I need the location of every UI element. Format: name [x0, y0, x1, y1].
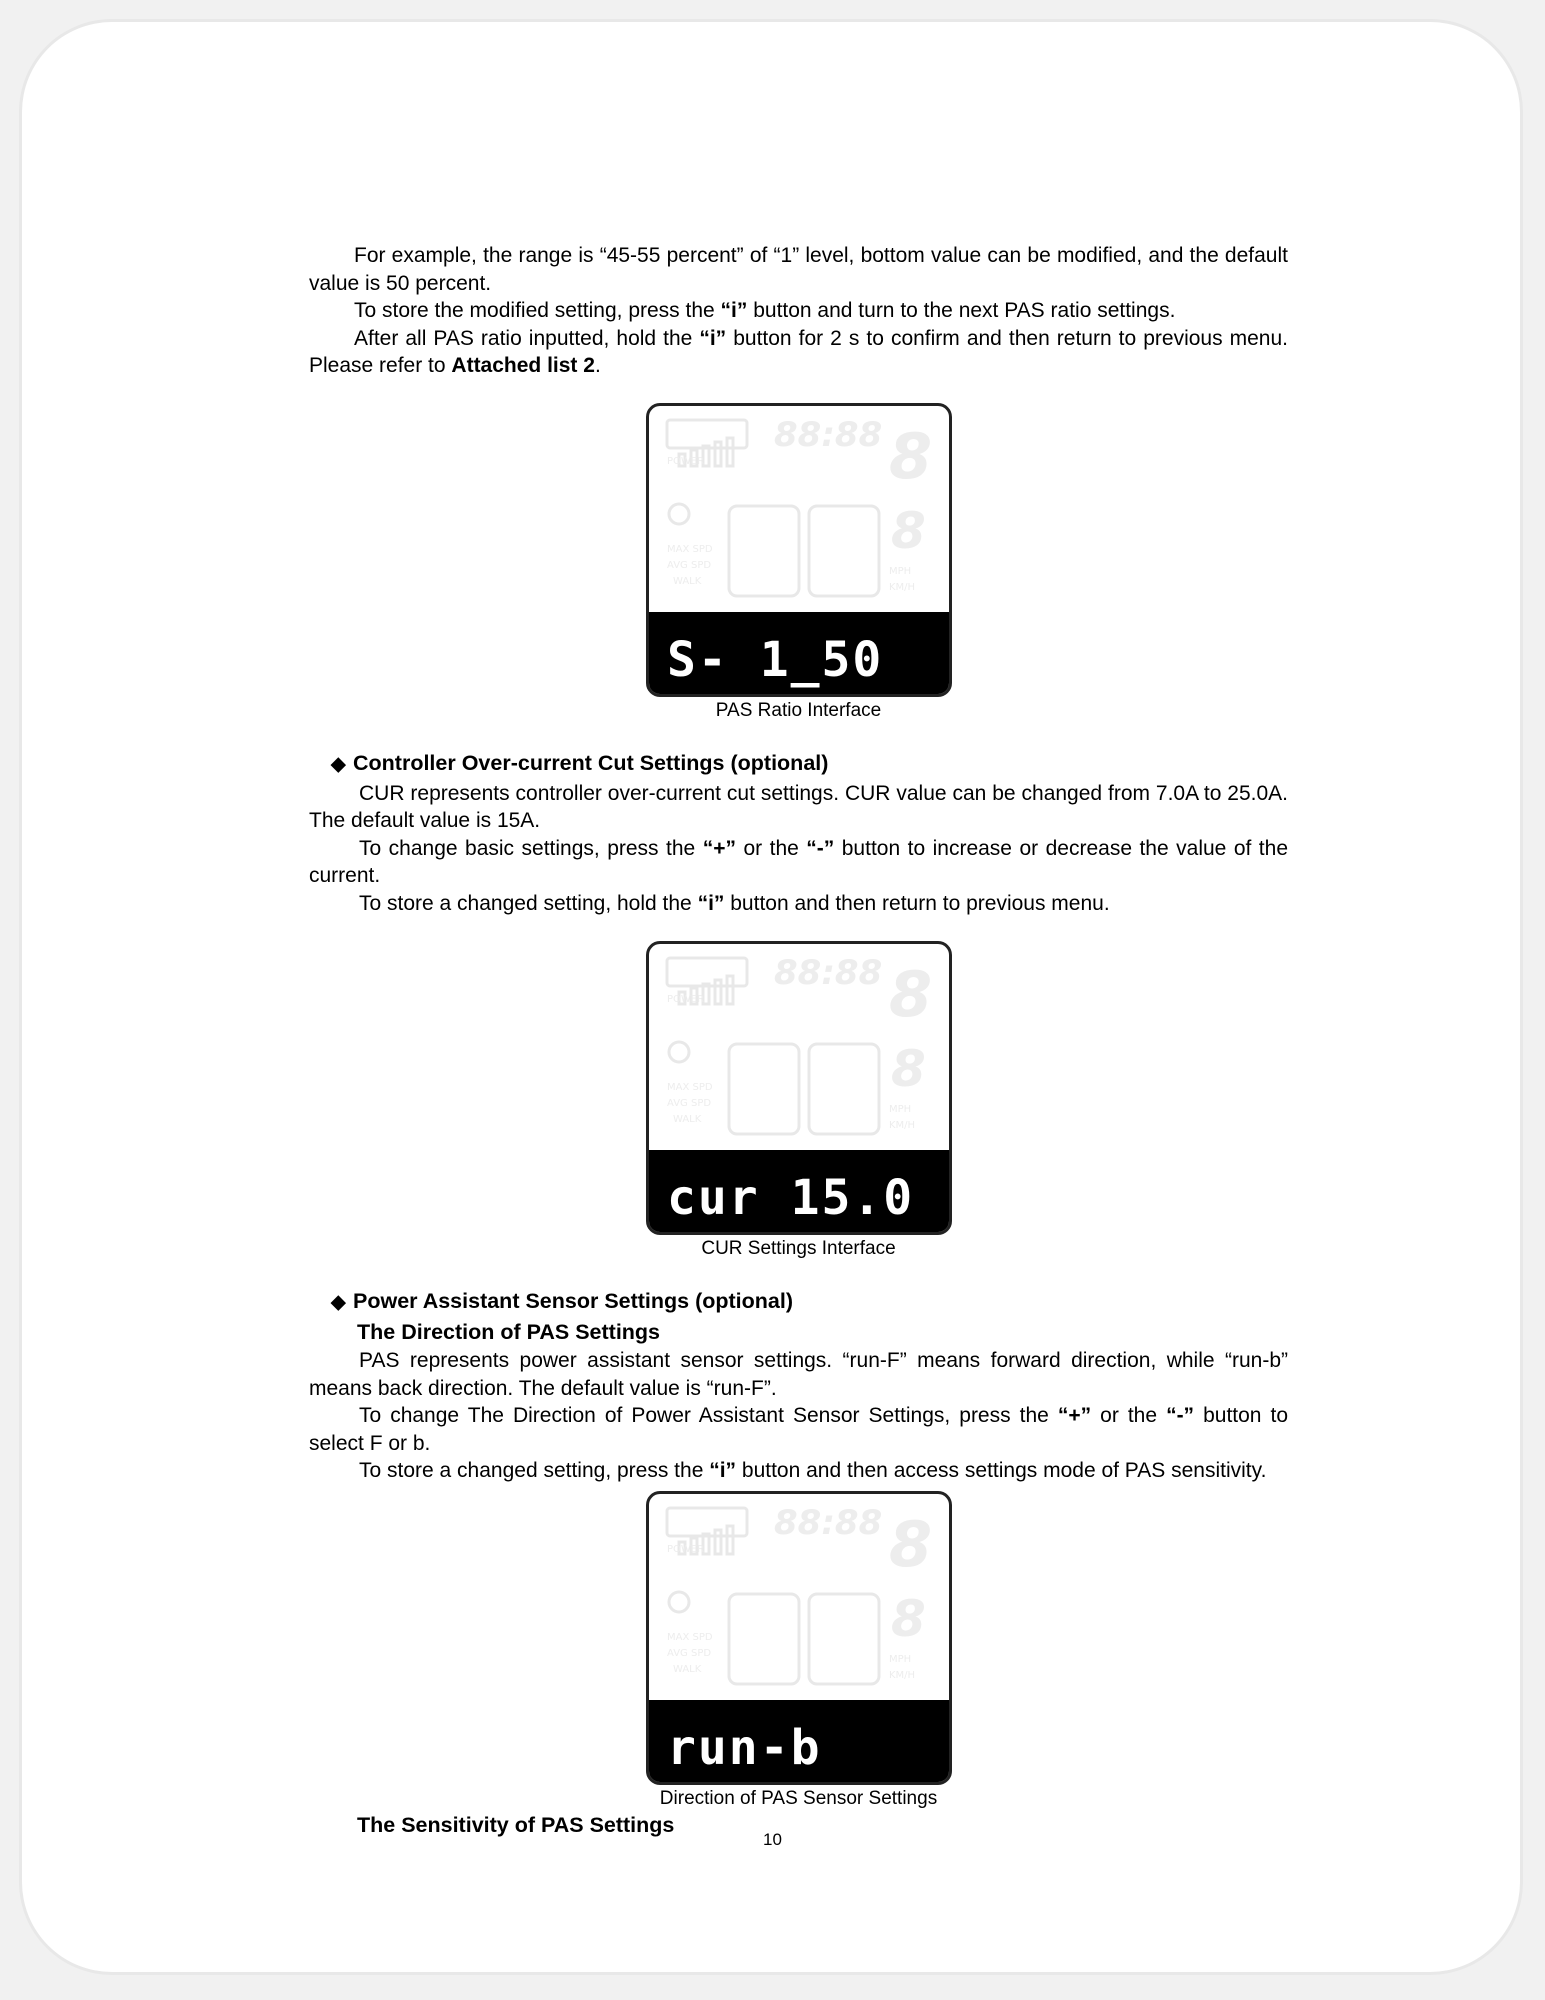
- intro-paragraph-1: For example, the range is “45-55 percent” of “1” level, bottom value can be modified, and the default value is 50 percent.: [309, 244, 1288, 295]
- lcd-screen-graphic: [649, 406, 949, 694]
- cur-section-heading: ◆ Controller Over-current Cut Settings (optional): [309, 748, 1288, 780]
- svg-text:8: 8: [890, 501, 926, 560]
- pas-section-heading: ◆ Power Assistant Sensor Settings (optional): [309, 1286, 1288, 1318]
- lcd-readout: S- 1_50: [666, 631, 883, 688]
- svg-text:AVG SPD: AVG SPD: [666, 1098, 711, 1109]
- diamond-bullet-icon: ◆: [331, 1292, 346, 1313]
- svg-text:8: 8: [890, 1040, 926, 1098]
- cur-paragraph-3: To store a changed setting, hold the “i” button and then return to previous menu.: [359, 891, 1110, 915]
- pas-paragraph-1: PAS represents power assistant sensor settings. “run-F” means forward direction, while “run-b” means back direction. The default value is “run-F”.: [309, 1349, 1288, 1400]
- figure-caption: Direction of PAS Sensor Settings: [659, 1787, 938, 1809]
- svg-text:AVG SPD: AVG SPD: [666, 1647, 711, 1659]
- intro-paragraph-2: To store the modified setting, press the “i” button and turn to the next PAS ratio settings.: [354, 299, 1176, 322]
- figure-caption: CUR Settings Interface: [701, 1238, 896, 1259]
- figure-pas-ratio: [309, 403, 1288, 723]
- svg-text:MPH: MPH: [888, 1653, 911, 1665]
- svg-text:88:88: 88:88: [773, 1502, 882, 1543]
- cur-paragraph-1: CUR represents controller over-current cut settings. CUR value can be changed from 7.0A to 25.0A. The default value is 15A.: [309, 781, 1288, 832]
- svg-text:MPH: MPH: [888, 1104, 911, 1115]
- svg-text:KM/H: KM/H: [888, 1669, 915, 1681]
- svg-text:WALK: WALK: [672, 1663, 701, 1675]
- figure-caption: PAS Ratio Interface: [715, 699, 882, 721]
- cur-paragraph-2: To change basic settings, press the “+” or the “-” button to increase or decrease the value of the current.: [309, 836, 1289, 887]
- diamond-bullet-icon: ◆: [331, 753, 346, 775]
- document-page: [22, 22, 1520, 1972]
- svg-text:8: 8: [890, 1589, 926, 1648]
- page-number: 10: [763, 1830, 782, 1849]
- lcd-display: [646, 1491, 952, 1785]
- figure-pas-direction: [309, 1491, 1288, 1811]
- intro-paragraph-3: After all PAS ratio inputted, hold the “i” button for 2 s to confirm and then return to previous menu. Please refer to Attached list 2.: [309, 326, 1288, 377]
- pas-sensitivity-subheading: The Sensitivity of PAS Settings: [357, 1812, 675, 1837]
- svg-text:MAX SPD: MAX SPD: [666, 1631, 713, 1643]
- lcd-readout: cur 15.0: [666, 1170, 914, 1226]
- figure-cur-settings: [309, 941, 1288, 1261]
- svg-text:KM/H: KM/H: [888, 1120, 915, 1131]
- svg-text:MAX SPD: MAX SPD: [666, 1082, 713, 1093]
- svg-text:8: 8: [888, 958, 932, 1031]
- svg-text:8: 8: [888, 419, 932, 493]
- lcd-screen-graphic: [649, 1494, 949, 1782]
- svg-text:WALK: WALK: [672, 1114, 701, 1125]
- svg-text:MPH: MPH: [888, 565, 911, 577]
- page-content: [309, 242, 1288, 1840]
- svg-text:8: 8: [888, 1507, 932, 1581]
- lcd-display: [646, 941, 952, 1235]
- svg-text:KM/H: KM/H: [888, 581, 915, 593]
- lcd-display: [646, 403, 952, 697]
- svg-text:88:88: 88:88: [773, 953, 882, 993]
- svg-text:MAX SPD: MAX SPD: [666, 543, 713, 555]
- svg-text:POWER: POWER: [666, 1543, 704, 1555]
- lcd-screen-graphic: [649, 944, 949, 1232]
- svg-text:AVG SPD: AVG SPD: [666, 559, 711, 571]
- svg-text:88:88: 88:88: [773, 414, 882, 455]
- svg-text:WALK: WALK: [672, 575, 701, 587]
- pas-paragraph-2: To change The Direction of Power Assistant Sensor Settings, press the “+” or the “-” button to select F or b.: [309, 1404, 1289, 1455]
- svg-text:POWER: POWER: [666, 455, 704, 467]
- lcd-readout: run-b: [666, 1719, 821, 1776]
- pas-direction-subheading: The Direction of PAS Settings: [357, 1320, 661, 1344]
- pas-paragraph-3: To store a changed setting, press the “i” button and then access settings mode of PAS sensitivity.: [359, 1459, 1267, 1482]
- svg-text:POWER: POWER: [666, 994, 704, 1005]
